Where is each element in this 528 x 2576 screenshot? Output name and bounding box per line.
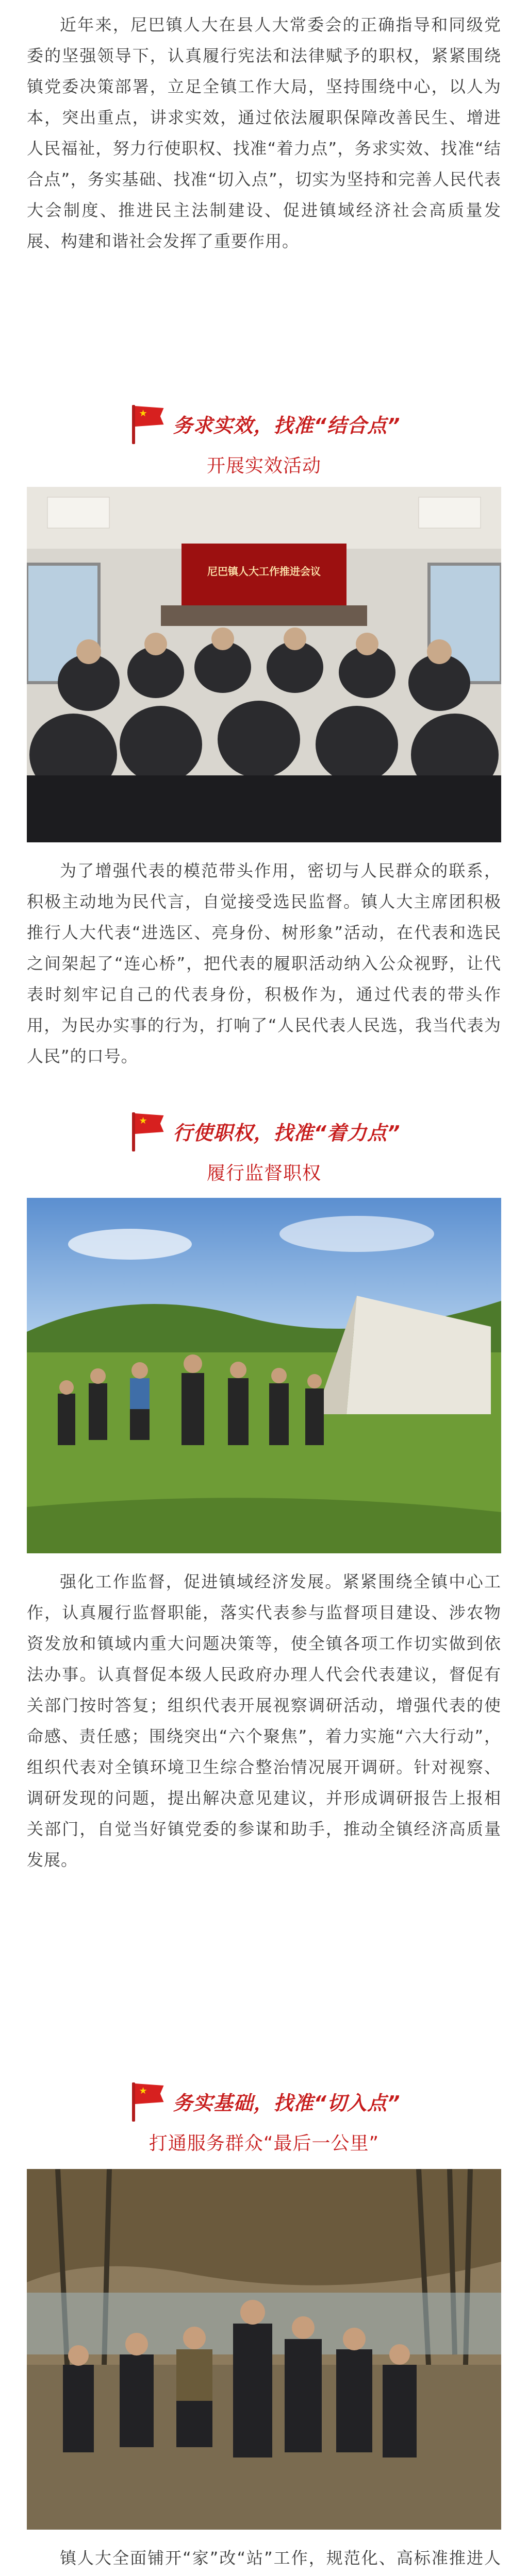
red-flag-icon: ★: [128, 403, 164, 444]
section2-subtitle: 履行监督职权: [206, 1163, 321, 1184]
section1-title: 务求实效，找准“结合点”: [173, 414, 401, 437]
section2-title: 行使职权，找准“着力点”: [173, 1121, 401, 1144]
section1-subtitle: 开展实效活动: [206, 455, 321, 477]
meeting-banner-text: 尼巴镇人大工作推进会议: [207, 565, 321, 578]
section3-title: 务实基础，找准“切入点”: [173, 2091, 401, 2114]
intro-paragraph: 近年来，尼巴镇人大在县人大常委会的正确指导和同级党委的坚强领导下，认真履行宪法和法律赋予的职权，紧紧围绕镇党委决策部署，立足全镇工作大局，坚持围绕中心，以人为本，突出重点，讲求实效，通过依法履职保障改善民生、增进人民福祉，努力行使职权、找准“着力点”，务求实效、找准“结合点”，务实基础、找准“切入点”，切实为坚持和完善人民代表大会制度、推进民主法制建设、促进镇域经济社会高质量发展、构建和谐社会发挥了重要作用。: [27, 15, 501, 251]
section1-heading: [0, 403, 528, 478]
section2-heading: [0, 1110, 528, 1185]
section1-body: 为了增强代表的模范带头作用，密切与人民群众的联系，积极主动地为民代言，自觉接受选民监督。镇人大主席团积极推行人大代表“进选区、亮身份、树形象”活动，在代表和选民之间架起了“连心桥”，把代表的履职活动纳入公众视野，让代表时刻牢记自己的代表身份，积极作为，通过代表的带头作用，为民办实事的行为，打响了“人民代表人民选，我当代表为人民”的口号。: [27, 861, 501, 1066]
red-flag-icon: ★: [128, 2080, 164, 2122]
inspection-photo: [27, 1198, 501, 1553]
meeting-photo: [27, 487, 501, 842]
section3-body: 镇人大全面铺开“家”改“站”工作，规范化、高标准推进人: [60, 2548, 501, 2568]
village-visit-photo: [27, 2169, 501, 2530]
section3-heading: [0, 2080, 528, 2155]
red-flag-icon: ★: [128, 1110, 164, 1151]
section2-body: 强化工作监督，促进镇域经济发展。紧紧围绕全镇中心工作，认真履行监督职能，落实代表参与监督项目建设、涉农物资发放和镇域内重大问题决策等，使全镇各项工作切实做到依法办事。认真督促本级人民政府办理人代会代表建议，督促有关部门按时答复；组织代表开展视察调研活动，增强代表的使命感、责任感；围绕突出“六个聚焦”，着力实施“六大行动”，组织代表对全镇环境卫生综合整治情况展开调研。针对视察、调研发现的问题，提出解决意见建议，并形成调研报告上报相关部门，自觉当好镇党委的参谋和助手，推动全镇经济高质量发展。: [27, 1572, 501, 1870]
section3-subtitle: 打通服务群众“最后一公里”: [148, 2133, 380, 2154]
